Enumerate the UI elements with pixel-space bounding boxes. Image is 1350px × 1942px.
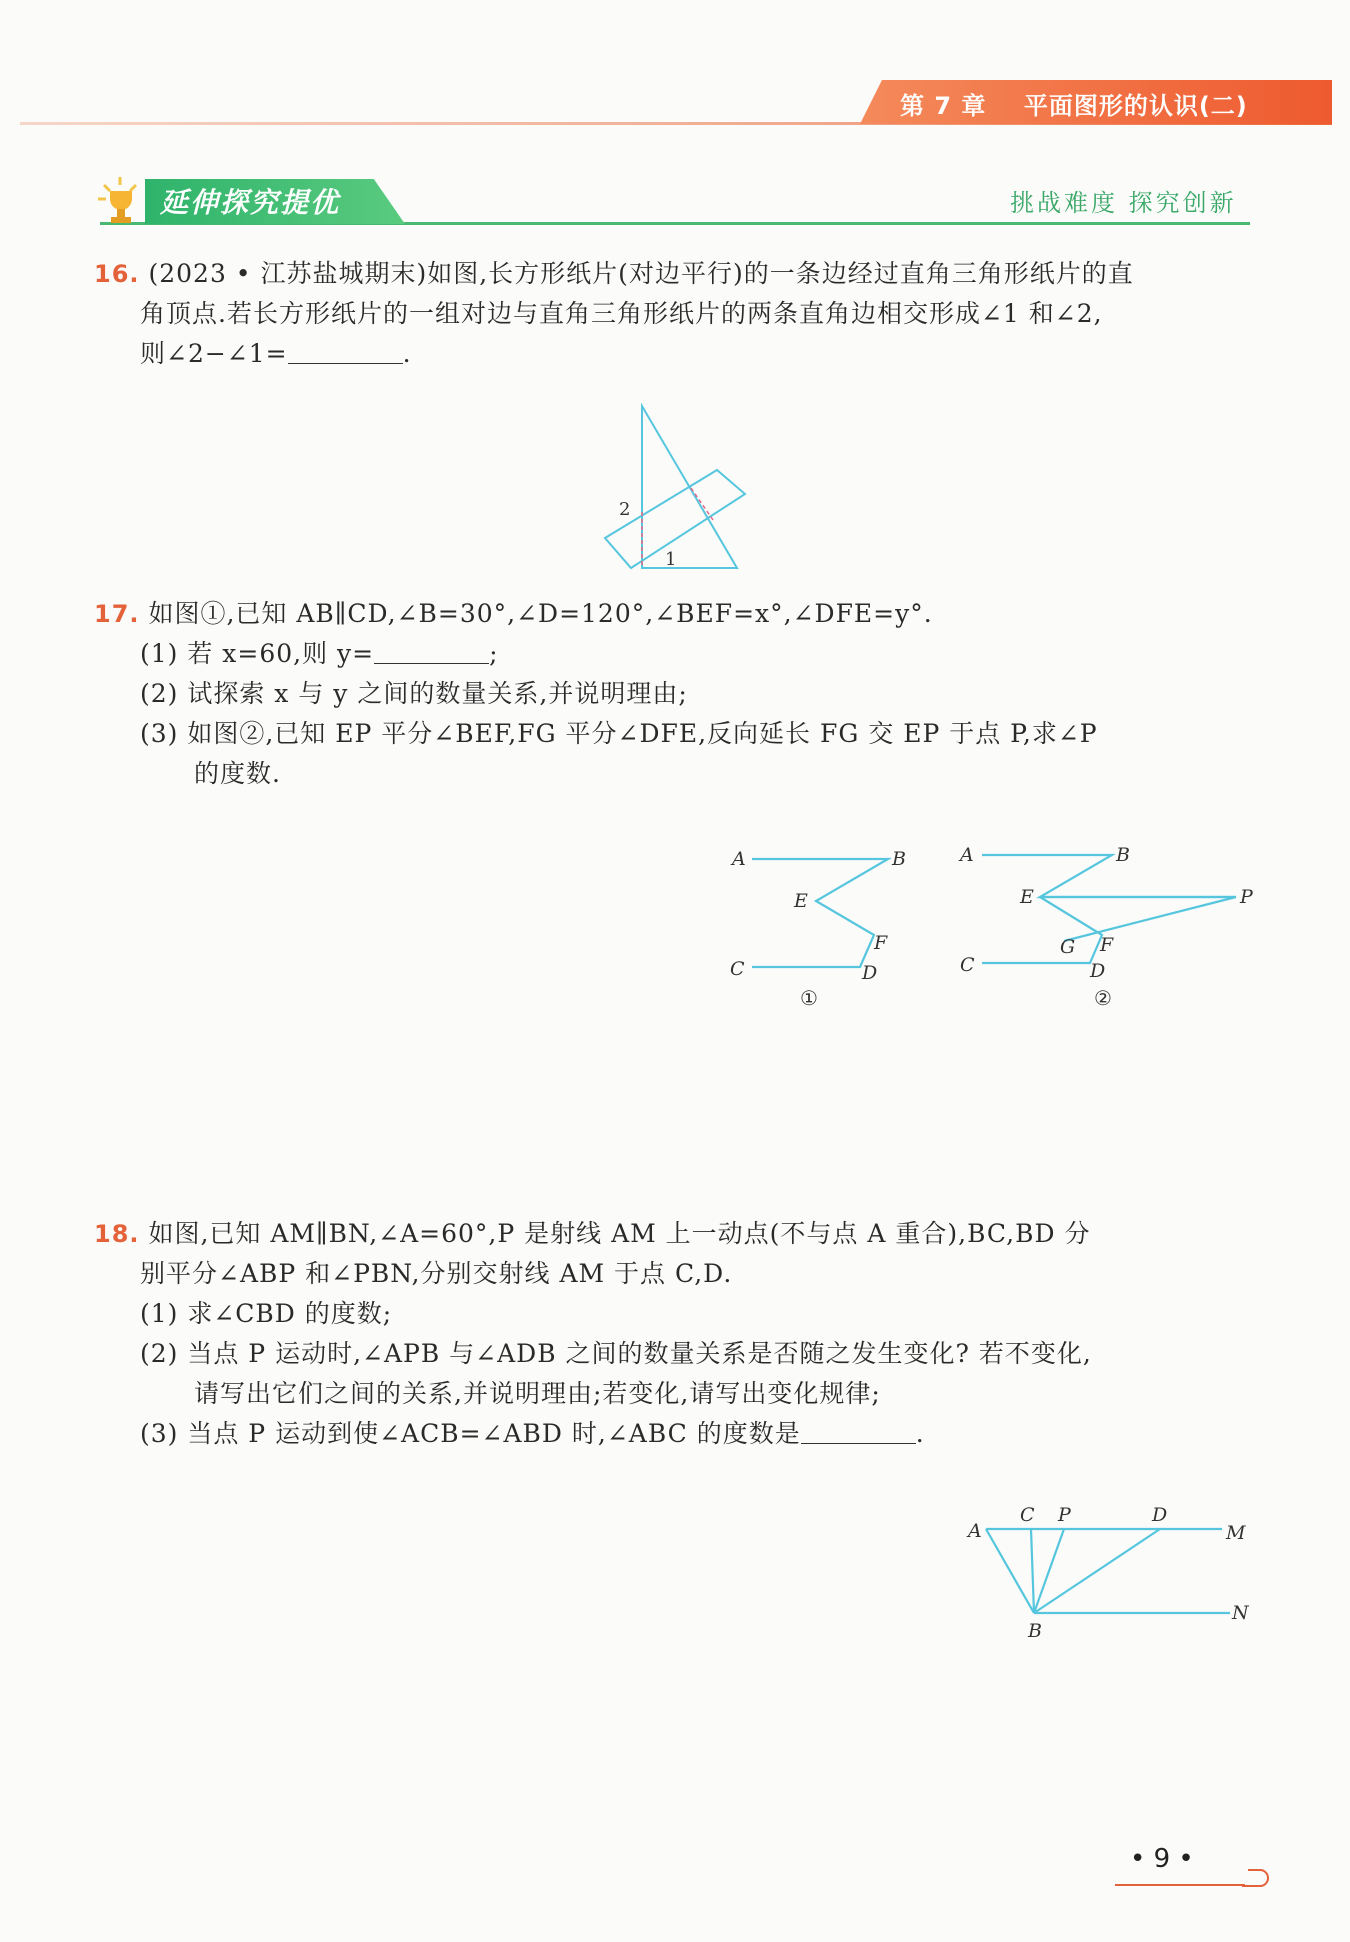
q18-figure (960, 1505, 1260, 1645)
label-a: A (968, 1520, 982, 1542)
q17-part-2: (2) 试探索 x 与 y 之间的数量关系,并说明理由; (140, 679, 688, 708)
answer-blank[interactable] (288, 337, 403, 364)
label-p: P (1058, 1505, 1071, 1526)
section-title: 延伸探究提优 (160, 186, 341, 219)
trophy-icon (96, 173, 160, 229)
q18-part-1: (1) 求∠CBD 的度数; (140, 1299, 393, 1328)
page-number: • 9 • (1130, 1844, 1194, 1874)
q17-part-3-cont: 的度数. (194, 759, 281, 788)
q17-part-3: (3) 如图②,已知 EP 平分∠BEF,FG 平分∠DFE,反向延长 FG 交 EP 于点 P,求∠P (140, 719, 1098, 748)
label-m: M (1226, 1522, 1246, 1544)
chapter-title: 平面图形的认识(二) (1023, 92, 1248, 120)
question-16: 16. (2023 • 江苏盐城期末)如图,长方形纸片(对边平行)的一条边经过直角三角形纸片的直 角顶点.若长方形纸片的一组对边与直角三角形纸片的两条直角边相交形成∠1 和∠2, 则∠2−∠1= . (94, 259, 1134, 368)
label-e: E (1020, 886, 1034, 908)
figure-2-caption: ② (1094, 986, 1112, 1010)
q16-line-2: 角顶点.若长方形纸片的一组对边与直角三角形纸片的两条直角边相交形成∠1 和∠2, (140, 299, 1103, 328)
label-d: D (862, 962, 878, 984)
angle-2-label: 2 (619, 499, 631, 520)
label-f: F (874, 932, 888, 954)
label-b: B (892, 848, 906, 870)
label-e: E (794, 890, 808, 912)
q17-stem: 如图①,已知 AB∥CD,∠B=30°,∠D=120°,∠BEF=x°,∠DFE=y°. (148, 599, 933, 628)
question-number: 16. (94, 260, 140, 288)
label-c: C (1020, 1505, 1035, 1526)
label-d: D (1152, 1505, 1168, 1526)
question-17: 17. 如图①,已知 AB∥CD,∠B=30°,∠D=120°,∠BEF=x°,∠DFE=y°. (1) 若 x=60,则 y= ; (2) 试探索 x 与 y 之间的数量关系,并说明理由; (3) 如图②,已知 EP 平分∠BEF,FG 平分∠DFE,反向延长 FG 交 EP 于点 P,求∠P 的度数. (94, 599, 1098, 788)
section-slogan: 挑战难度 探究创新 (1010, 189, 1237, 217)
q18-part-2-cont: 请写出它们之间的关系,并说明理由;若变化,请写出变化规律; (194, 1379, 881, 1408)
label-a: A (960, 844, 974, 866)
q17-figures (720, 835, 1260, 1015)
label-a: A (732, 848, 746, 870)
answer-blank[interactable] (374, 637, 489, 664)
q18-part-3: (3) 当点 P 运动到使∠ACB=∠ABD 时,∠ABC 的度数是 (140, 1419, 801, 1448)
question-18: 18. 如图,已知 AM∥BN,∠A=60°,P 是射线 AM 上一动点(不与点 A 重合),BC,BD 分 别平分∠ABP 和∠PBN,分别交射线 AM 于点 C,D. (1) 求∠CBD 的度数; (2) 当点 P 运动时,∠APB 与∠ADB 之间的数量关系是否随之发生变化? 若不变化, 请写出它们之间的关系,并说明理由;若变化,请写出变化规律; (3) 当点 P 运动到使∠ACB=∠ABD 时,∠ABC 的度数是 . (94, 1219, 1092, 1448)
label-b: B (1116, 844, 1130, 866)
figure-1-caption: ① (800, 986, 818, 1010)
label-c: C (960, 954, 975, 976)
answer-blank[interactable] (801, 1417, 916, 1444)
footer-curl-icon (1240, 1866, 1280, 1890)
label-c: C (730, 958, 745, 980)
q16-line-3: 则∠2−∠1= (140, 339, 288, 368)
chapter-number: 第 7 章 (900, 92, 987, 120)
label-n: N (1232, 1602, 1249, 1624)
q18-line-1: 如图,已知 AM∥BN,∠A=60°,P 是射线 AM 上一动点(不与点 A 重合),BC,BD 分 (148, 1219, 1091, 1248)
angle-1-label: 1 (665, 549, 677, 570)
label-p: P (1240, 886, 1253, 908)
label-g: G (1060, 936, 1076, 958)
q18-part-2: (2) 当点 P 运动时,∠APB 与∠ADB 之间的数量关系是否随之发生变化? 若不变化, (140, 1339, 1092, 1368)
q18-line-2: 别平分∠ABP 和∠PBN,分别交射线 AM 于点 C,D. (140, 1259, 733, 1288)
footer-rule (1115, 1884, 1245, 1886)
label-f: F (1100, 934, 1114, 956)
label-b: B (1028, 1620, 1042, 1642)
q16-line-1: (2023 • 江苏盐城期末)如图,长方形纸片(对边平行)的一条边经过直角三角形纸片的直 (148, 259, 1134, 288)
q16-figure (595, 400, 755, 580)
question-number: 18. (94, 1220, 140, 1248)
question-number: 17. (94, 600, 140, 628)
chapter-heading (900, 86, 1248, 121)
label-d: D (1090, 960, 1106, 982)
q17-part-1: (1) 若 x=60,则 y= (140, 639, 375, 668)
